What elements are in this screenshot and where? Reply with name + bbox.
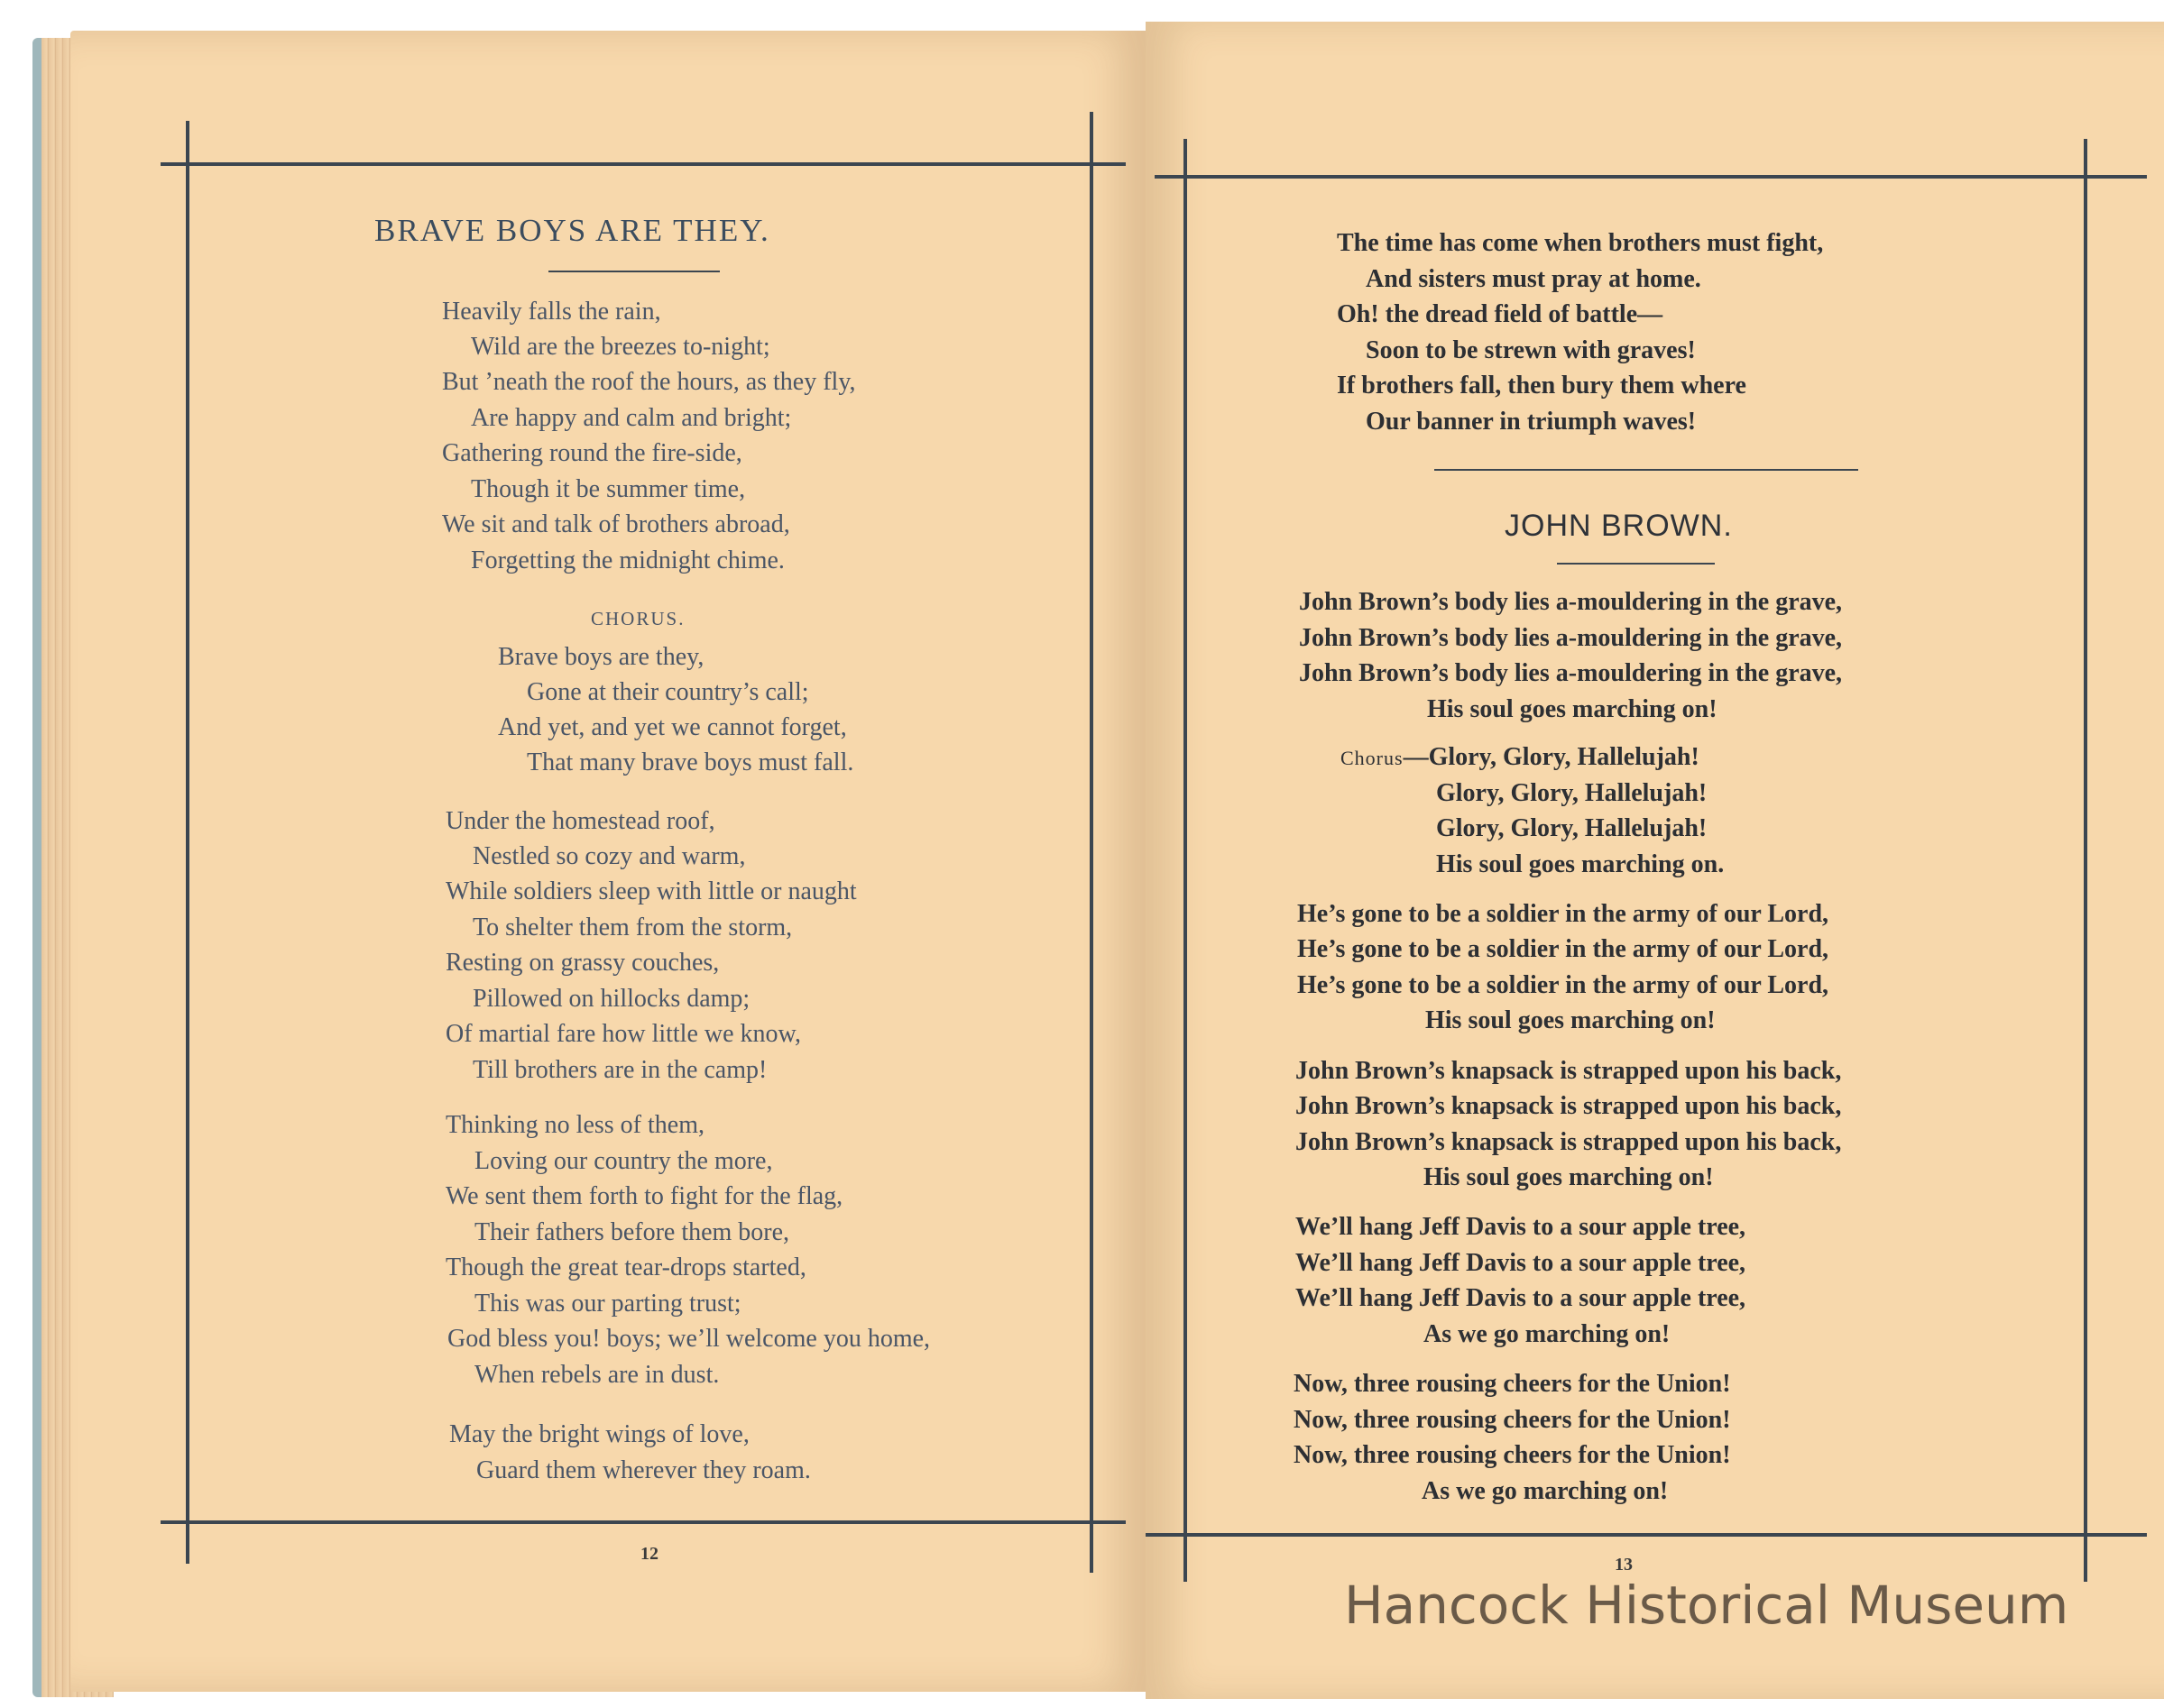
lyric-line: We’ll hang Jeff Davis to a sour apple tree, [1295,1213,1746,1241]
lyric-line: Gathering round the fire-side, [442,439,742,467]
open-songbook [16,13,2156,1690]
lyric-line: Of martial fare how little we know, [446,1020,801,1048]
lyric-line: Guard them wherever they roam. [476,1456,811,1484]
lyric-line: Though it be summer time, [471,475,746,503]
lyric-line: Oh! the dread field of battle— [1337,300,1663,328]
lyric-line: Soon to be strewn with graves! [1366,336,1696,364]
lyric-line: Loving our country the more, [474,1147,773,1175]
lyric-line: Now, three rousing cheers for the Union! [1294,1406,1731,1434]
lyric-line: Their fathers before them bore, [474,1218,790,1246]
left-border-rule [1183,139,1187,1582]
chorus-label: CHORUS. [591,608,686,629]
lyric-line: God bless you! boys; we’ll welcome you home, [447,1325,931,1353]
watermark-text: Hancock Historical Museum [1344,1575,2069,1636]
lyric-line: Wild are the breezes to-night; [471,333,770,361]
chorus-line: —Glory, Glory, Hallelujah! [1403,743,1699,771]
lyric-line: Till brothers are in the camp! [473,1056,768,1084]
lyric-line: He’s gone to be a soldier in the army of our Lord, [1297,971,1829,999]
lyric-line: John Brown’s body lies a-mouldering in the grave, [1299,659,1843,687]
chorus-line: Gone at their country’s call; [527,678,809,706]
title-underline [548,271,720,272]
lyric-line: Are happy and calm and bright; [471,404,792,432]
lyric-line: If brothers fall, then bury them where [1337,372,1746,399]
lyric-line: When rebels are in dust. [474,1361,720,1389]
lyric-line: Resting on grassy couches, [446,949,720,977]
chorus-label: Chorus [1340,747,1404,769]
bottom-border-rule [161,1520,1126,1524]
lyric-line: John Brown’s knapsack is strapped upon his back, [1295,1128,1842,1156]
chorus-line: That many brave boys must fall. [527,748,854,776]
lyric-line: While soldiers sleep with little or naught [446,877,857,905]
lyric-line: And sisters must pray at home. [1366,265,1701,293]
lyric-line: We sit and talk of brothers abroad, [442,510,790,538]
lyric-line: His soul goes marching on! [1427,695,1717,723]
chorus-line: Glory, Glory, Hallelujah! [1436,779,1708,807]
lyric-line: Nestled so cozy and warm, [473,842,746,870]
page-number: 13 [1615,1555,1633,1575]
lyric-line: Though the great tear-drops started, [446,1253,806,1281]
top-border-rule [1155,175,2147,179]
lyric-line: John Brown’s knapsack is strapped upon his back, [1295,1057,1842,1085]
lyric-line: Now, three rousing cheers for the Union! [1294,1441,1731,1469]
section-divider [1434,469,1858,471]
lyric-line: But ’neath the roof the hours, as they fly, [442,368,856,396]
lyric-line: Thinking no less of them, [446,1111,704,1139]
chorus-line: His soul goes marching on. [1436,850,1725,878]
top-border-rule [161,162,1126,166]
lyric-line: To shelter them from the storm, [473,914,793,941]
page-number: 12 [640,1544,658,1564]
lyric-line: As we go marching on! [1422,1477,1669,1505]
lyric-line: He’s gone to be a soldier in the army of our Lord, [1297,900,1829,928]
lyric-line: Under the homestead roof, [446,807,715,835]
lyric-line: He’s gone to be a soldier in the army of our Lord, [1297,935,1829,963]
lyric-line: As we go marching on! [1423,1320,1671,1348]
chorus-first-line [1340,739,1699,776]
lyric-line: The time has come when brothers must fight, [1337,229,1824,257]
lyric-line: Now, three rousing cheers for the Union! [1294,1370,1731,1398]
left-page [70,31,1146,1692]
lyric-line: Heavily falls the rain, [442,298,661,326]
lyric-line: We’ll hang Jeff Davis to a sour apple tree, [1295,1284,1746,1312]
lyric-line: Forgetting the midnight chime. [471,546,785,574]
lyric-line: This was our parting trust; [474,1290,741,1318]
lyric-line: His soul goes marching on! [1425,1006,1716,1034]
song-title: BRAVE BOYS ARE THEY. [374,213,770,248]
left-border-rule [186,121,189,1564]
right-border-rule [1090,112,1093,1573]
lyric-line: John Brown’s body lies a-mouldering in the grave, [1299,624,1843,652]
lyric-line: We sent them forth to fight for the flag, [446,1182,843,1210]
lyric-line: Our banner in triumph waves! [1366,408,1697,436]
right-page [1146,22,2164,1699]
chorus-line: Brave boys are they, [498,643,704,671]
bottom-border-rule [1146,1533,2147,1537]
right-border-rule [2084,139,2087,1582]
title-underline [1557,563,1715,565]
chorus-line: Glory, Glory, Hallelujah! [1436,814,1708,842]
lyric-line: May the bright wings of love, [449,1420,750,1448]
lyric-line: We’ll hang Jeff Davis to a sour apple tree, [1295,1249,1746,1277]
song-title: JOHN BROWN. [1505,509,1733,543]
lyric-line: John Brown’s body lies a-mouldering in the grave, [1299,588,1843,616]
lyric-line: Pillowed on hillocks damp; [473,985,750,1013]
lyric-line: His soul goes marching on! [1423,1163,1714,1191]
lyric-line: John Brown’s knapsack is strapped upon his back, [1295,1092,1842,1120]
chorus-line: And yet, and yet we cannot forget, [498,713,847,741]
